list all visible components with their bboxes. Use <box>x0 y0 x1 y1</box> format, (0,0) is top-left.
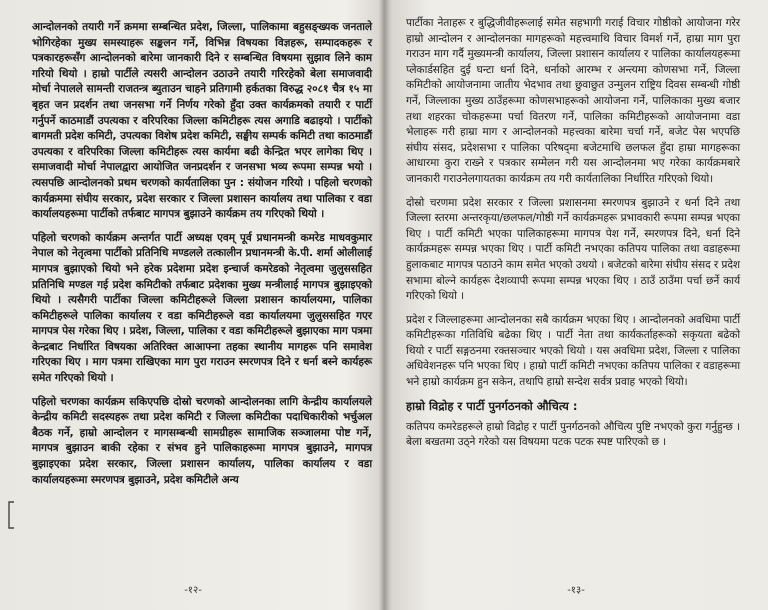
section-heading: हाम्रो विद्रोह र पार्टी पुनर्गठनको औचित्य : <box>406 398 578 413</box>
left-page <box>4 6 382 604</box>
right-paragraph-3: प्रदेश र जिल्लाहरूमा आन्दोलनका सबै कार्यक्रम भएका थिए । आन्दोलनको अवधिमा पार्टी कमिटीहरूका गतिविधि बढेका थिए । पार्टी नेता तथा कार्यकर्ताहरूको सकृयता बढेको थियो र पार्टी सङ्गठनमा रक्तसञ्चार भएको थियो । यस अवधिमा प्रदेश, जिल्ला र पालिका अधिवेशनहरू पनि भएका थिए । हाम्रो पार्टी कमिटी नभएका कतिपय पालिका र वडाहरूमा भने हाम्रो कार्यक्रम हुन सकेन, तथापि हाम्रो सन्देश सर्वत्र प्रवाह भएको थियो। <box>406 313 740 389</box>
right-final-paragraph: कतिपय कमरेडहरूले हाम्रो विद्रोह र पार्टी पुनर्गठनको औचित्य पुष्टि नभएको कुरा गर्नुहुन्छ । बेला बखतमा उठ्ने गरेको यस विषयमा पटक पटक स्पष्ट पारिएको छ । <box>406 420 740 449</box>
right-page-number: -१३- <box>567 585 585 596</box>
left-paragraph-2: पहिलो चरणको कार्यक्रम अन्तर्गत पार्टी अध्यक्ष एवम् पूर्व प्रधानमन्त्री कमरेड माधवकुमार नेपाल को नेतृत्वमा पार्टीको प्रतिनिधि मण्डलले तत्कालीन प्रधानमन्त्री के.पी. शर्मा ओलीलाई मागपत्र बुझाएको थियो भने हरेक प्रदेशमा प्रदेश इन्चार्ज कमरेडको नेतृत्वमा जुलुससहित प्रतिनिधि मण्डल गई प्रदेश कमिटीको तर्फबाट प्रदेशका मुख्य मन्त्रीलाई मागपत्र बुझाइएको थियो । त्यसैगरी पार्टीका जिल्ला कमिटीहरूले जिल्ला प्रशासन कार्यालयमा, पालिका कमिटीहरूले पालिका कार्यालय र वडा कमिटीहरूले वडा कार्यालयमा जुलुससहित गएर मागपत्र पेस गरेका थिए । प्रदेश, जिल्ला, पालिका र वडा कमिटीहरूले बुझाएका माग पत्रमा केन्द्रबाट निर्धारित विषयका अतिरिक्त आआफ्ना तहका स्थानीय मागहरू पनि समावेश गरिएका थिए । माग पत्रमा राखिएका माग पुरा गराउन स्मरणपत्र दिने र धर्ना बस्ने कार्यहरू समेत गरिएको थियो । <box>32 231 372 385</box>
margin-bracket-mark <box>6 500 16 530</box>
left-paragraph-3: पहिलो चरणका कार्यक्रम सकिएपछि दोस्रो चरणको आन्दोलनका लागि केन्द्रीय कार्यालयले केन्द्रीय कमिटी सदस्यहरू तथा प्रदेश कमिटी र जिल्ला कमिटीका पदाधिकारीको भर्चुअल बैठक गर्ने, हाम्रो आन्दोलन र मागसम्बन्धी सामग्रीहरू सामाजिक सञ्जालमा पोष्ट गर्ने, मागपत्र बुझाउन बाकी रहेका र संभव हुने पालिकाहरूमा मागपत्र बुझाउने, मागपत्र बुझाइएका प्रदेश सरकार, जिल्ला प्रशासन कार्यालय, पालिका कार्यालय र वडा कार्यालयहरूमा स्मरणपत्र बुझाउने, प्रदेश कमिटीले अन्य <box>32 395 372 486</box>
right-paragraph-1: पार्टीका नेताहरू र बुद्धिजीवीहरूलाई समेत सहभागी गराई विचार गोष्ठीको आयोजना गरेर हाम्रो आन्दोलन र आन्दोलनका मागहरूको महत्त्वमाथि विचार विमर्श गर्ने, हाम्रा माग पुरा गराउन माग गर्दै मुख्यमन्त्री कार्यालय, जिल्ला प्रशासन कार्यालय र पालिका कार्यालयहरूमा प्लेकार्डसहित दुई घन्टा धर्ना दिने, धर्नाको आरम्भ र अन्त्यमा कोणसभा गर्ने, जिल्ला कमिटीको आयोजनामा जातीय भेदभाव तथा छुवाछुत उन्मुलन राष्ट्रिय दिवस सम्बन्धी गोष्ठी गर्ने, जिल्लाका मुख्य ठाउँहरूमा कोणसभाहरूको आयोजना गर्ने, पालिकाका मुख्य बजार तथा शहरका चोकहरूमा पर्चा वितरण गर्ने, पालिका कमिटीहरूको आयोजनामा वडा भेलाहरू गरी हाम्रा माग र आन्दोलनको महत्त्वका बारेमा चर्चा गर्ने, बजेट पेस भएपछि संघीय संसद, प्रदेशसभा र पालिका परिषद्‌मा बजेटमाथि छलफल हुँदा हाम्रा मागहरूका आधारमा कुरा राख्ने र पत्रकार सम्मेलन गरी यस आन्दोलनमा भए गरेका कार्यक्रमबारे जानकारी गराउनेलगायतका कार्यक्रम तय गरी कार्यतालिका निर्धारित गरिएको थियो। <box>406 17 740 185</box>
right-paragraph-2: दोस्रो चरणमा प्रदेश सरकार र जिल्ला प्रशासनमा स्मरणपत्र बुझाउने र धर्ना दिने तथा जिल्ला स्तरमा अन्तरकृया/छलफल/गोष्ठी गर्ने कार्यक्रमहरू प्रभावकारी रूपमा सम्पन्न भएका थिए । पार्टी कमिटी भएका पालिकाहरूमा मागपत्र पेश गर्ने, स्मरणपत्र दिने, धर्ना दिने कार्यक्रमहरू सम्पन्न भएका थिए । पार्टी कमिटी नभएका कतिपय पालिका तथा वडाहरूमा हुलाकबाट मागपत्र पठाउने काम समेत भएको उथयो । बजेटको बारेमा संघीय संसद र प्रदेश सभामा बोल्ने कार्यहरू देशव्यापी रूपमा सम्पन्न भएका थिए । ठाउँ ठाउँमा पर्चा छर्ने कार्य गरिएको थियो । <box>406 196 740 303</box>
left-page-number: -१२- <box>184 585 202 596</box>
right-page <box>388 6 764 604</box>
left-paragraph-1: आन्दोलनको तयारी गर्ने क्रममा सम्बन्धित प्रदेश, जिल्ला, पालिकामा बहुसङ्ख्यक जनताले भोगिरहेका मुख्य समस्याहरू सङ्कलन गर्ने, विभिन्न विषयका विज्ञहरू, सम्पादकहरू र पत्रकारहरूसँग आन्दोलनको बारेमा जानकारी दिने र सम्बन्धित विषयमा सुझाव लिने काम गरियो थियो । हाम्रो पार्टीले त्यसरी आन्दोलन उठाउने तयारी गरिरहेको बेला समाजवादी मोर्चा नेपालले सामन्ती राजतन्त्र ब्युताउन चाहने प्रतिगामी हर्कतका विरुद्ध २०८१ चैत्र १५ मा बृहत जन प्रदर्शन तथा जनसभा गर्ने निर्णय गरेको हुँदा उक्त कार्यक्रमको तयारी र पार्टी गर्नुपर्ने काठमाडौं उपत्यका र वरिपरिका जिल्ला कमिटीहरू त्यस अगाडि बढाइयो । पार्टीको बागमती प्रदेश कमिटी, उपत्यका विशेष प्रदेश कमिटी, सङ्घीय सम्पर्क कमिटी तथा काठमाडौं उपत्यका र वरिपरिका जिल्ला कमिटीहरू त्यस कार्यमा बढी केन्द्रित भएर लागेका थिए । समाजवादी मोर्चा नेपालद्वारा आयोजित जनप्रदर्शन र जनसभा भव्य रूपमा सम्पन्न भयो । त्यसपछि आन्दोलनको प्रथम चरणको कार्यतालिका पुन : संयोजन गरियो । पहिलो चरणको कार्यक्रममा संघीय सरकार, प्रदेश सरकार र जिल्ला प्रशासन कार्यालय तथा पालिका र वडा कार्यालयहरूमा पार्टीको तर्फबाट मागपत्र बुझाउने कार्यक्रम तय गरिएको थियो । <box>32 21 372 221</box>
